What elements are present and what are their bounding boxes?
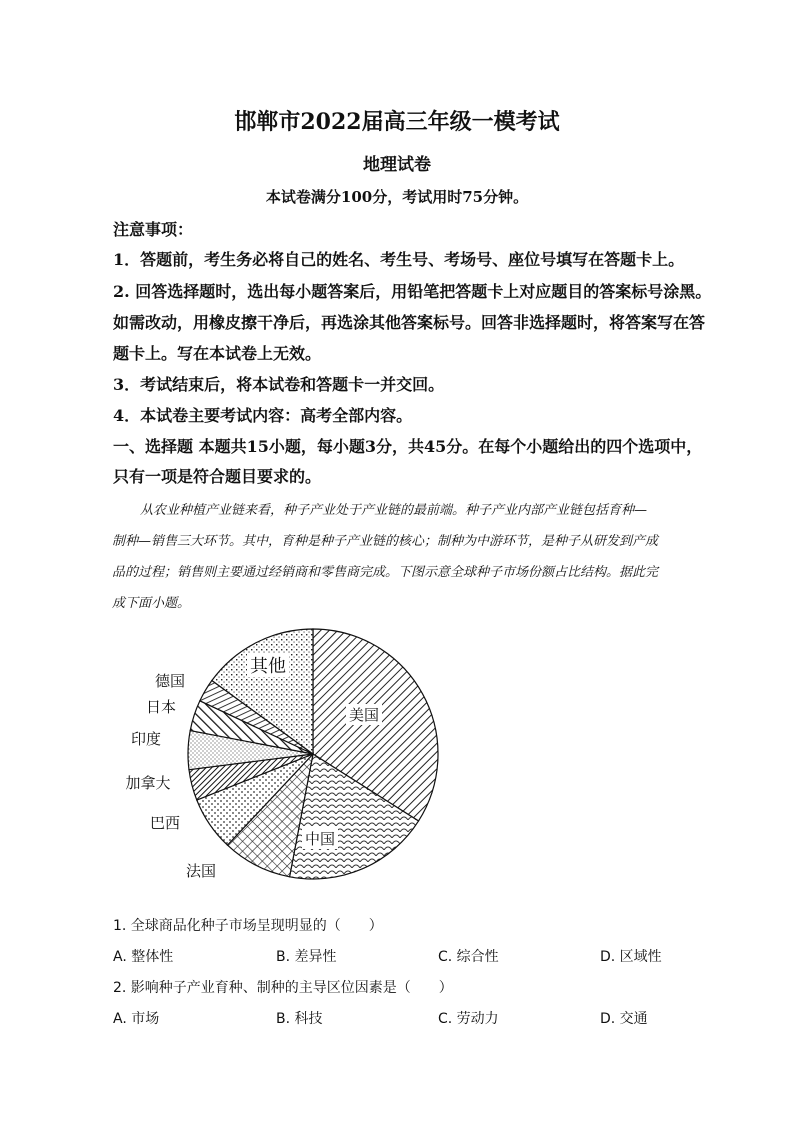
question-2-stem: 2. 影响种子产业育种、制种的主导区位因素是（ ） [113, 980, 453, 996]
pie-label: 法国 [185, 862, 217, 880]
note-line: 题卡上。写在本试卷上无效。 [113, 344, 322, 363]
question-2-option-d: D. 交通 [600, 1011, 648, 1027]
pie-label: 巴西 [149, 814, 181, 832]
market-share-pie-chart [0, 628, 794, 898]
exam-info: 本试卷满分100分，考试用时75分钟。 [265, 188, 529, 206]
note-line: 4．本试卷主要考试内容：高考全部内容。 [113, 406, 413, 425]
pie-label: 德国 [154, 672, 186, 690]
question-1-option-a: A. 整体性 [113, 949, 174, 965]
question-2-option-a: A. 市场 [113, 1011, 160, 1027]
passage-line: 品的过程；销售则主要通过经销商和零售商完成。下图示意全球种子市场份额占比结构。据此完 [112, 565, 659, 580]
pie-label: 印度 [130, 730, 162, 748]
question-1-stem: 1. 全球商品化种子市场呈现明显的（ ） [113, 918, 383, 934]
section-heading: 一、选择题 本题共15小题，每小题3分，共45分。在每个小题给出的四个选项中， [113, 437, 703, 456]
pie-label: 加拿大 [125, 774, 171, 792]
passage-line: 制种—销售三大环节。其中，育种是种子产业链的核心；制种为中游环节，是种子从研发到产成 [112, 534, 659, 549]
pie-label: 其他 [250, 656, 286, 677]
question-1-option-b: B. 差异性 [276, 949, 337, 965]
exam-title: 邯郸市2022届高三年级一模考试 [234, 109, 560, 135]
question-2-option-c: C. 劳动力 [438, 1011, 499, 1027]
pie-label: 美国 [348, 706, 380, 724]
question-1-option-d: D. 区域性 [600, 949, 662, 965]
note-line: 2. 回答选择题时，选出每小题答案后，用铅笔把答题卡上对应题目的答案标号涂黑。 [113, 282, 712, 301]
pie-label: 中国 [304, 830, 336, 848]
passage-line: 成下面小题。 [112, 596, 191, 611]
question-2-option-b: B. 科技 [276, 1011, 323, 1027]
note-line: 如需改动，用橡皮擦干净后，再选涂其他答案标号。回答非选择题时，将答案写在答 [113, 313, 706, 332]
note-line: 1．答题前，考生务必将自己的姓名、考生号、考场号、座位号填写在答题卡上。 [113, 250, 685, 269]
subject-title: 地理试卷 [363, 155, 431, 175]
note-line: 3．考试结束后，将本试卷和答题卡一并交回。 [113, 375, 445, 394]
passage-line: 从农业种植产业链来看，种子产业处于产业链的最前端。种子产业内部产业链包括育种— [140, 503, 648, 518]
question-1-option-c: C. 综合性 [438, 949, 499, 965]
section-heading: 只有一项是符合题目要求的。 [113, 467, 322, 486]
pie-label: 日本 [145, 698, 177, 716]
notes-heading: 注意事项： [113, 220, 194, 239]
